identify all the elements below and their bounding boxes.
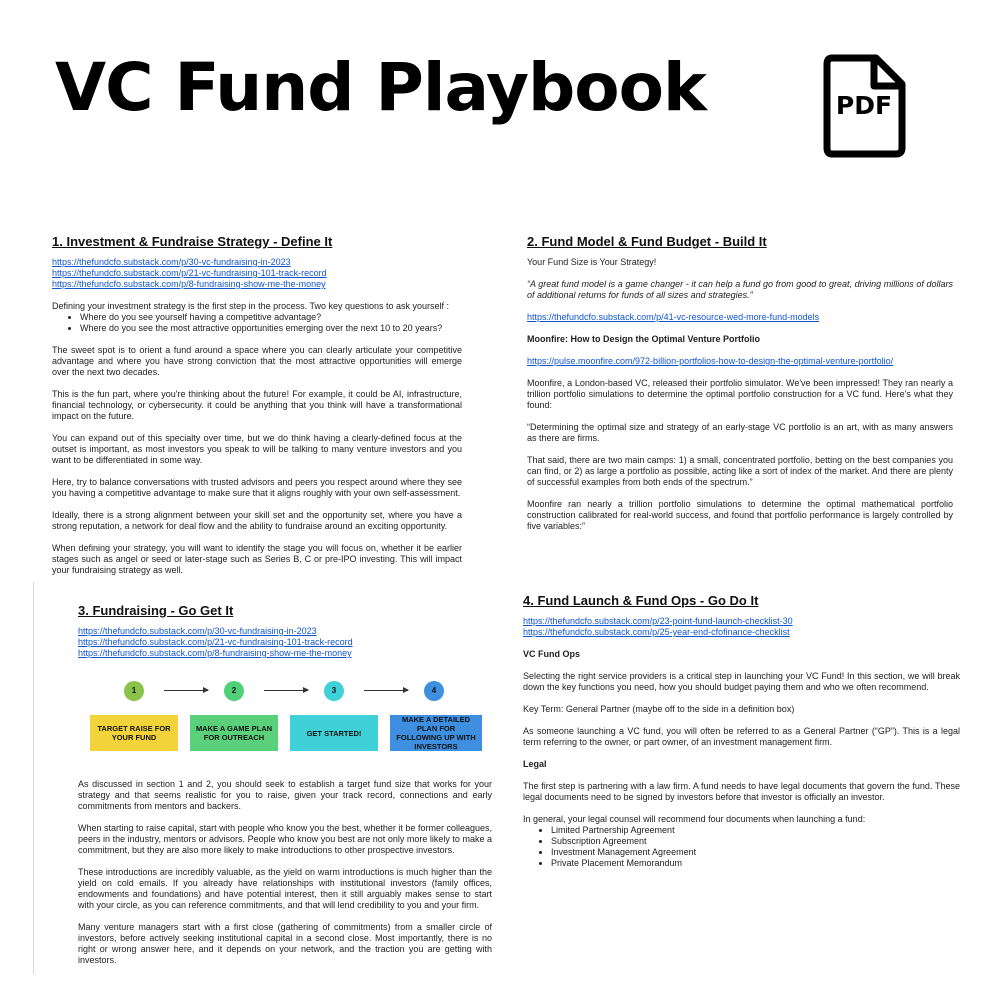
page-title: VC Fund Playbook bbox=[55, 49, 706, 126]
article-link[interactable]: https://thefundcfo.substack.com/p/21-vc-fundraising-101-track-record bbox=[52, 268, 327, 278]
document-list bbox=[523, 825, 960, 869]
section-fundraising bbox=[78, 603, 492, 978]
process-steps bbox=[78, 681, 492, 761]
article-link[interactable]: https://thefundcfo.substack.com/p/30-vc-fundraising-in-2023 bbox=[52, 257, 291, 267]
paragraph: As discussed in section 1 and 2, you should seek to establish a target fund size that works for your strategy and that seems realistic for you to raise, given your track record, connections and early commitments from mentors and backers. bbox=[78, 779, 492, 811]
paragraph: The first step is partnering with a law firm. A fund needs to have legal documents that govern the fund. These legal documents need to be signed by investors before that investor is officially an investor. bbox=[523, 781, 960, 802]
arrow-icon bbox=[364, 690, 408, 691]
paragraph: Selecting the right service providers is a critical step in launching your VC Fund! In this section, we will break down the key functions you need, how you should budget paying them and who we often recommend. bbox=[523, 671, 960, 692]
link-list bbox=[523, 616, 960, 638]
article-link[interactable]: https://thefundcfo.substack.com/p/41-vc-resource-wed-more-fund-models bbox=[527, 312, 820, 322]
step-number: 3 bbox=[324, 681, 344, 701]
link-list bbox=[78, 626, 492, 659]
section-heading: 2. Fund Model & Fund Budget - Build It bbox=[527, 234, 767, 249]
article-link[interactable]: https://thefundcfo.substack.com/p/30-vc-fundraising-in-2023 bbox=[78, 626, 317, 636]
tagline: Your Fund Size is Your Strategy! bbox=[527, 257, 657, 267]
article-link[interactable]: https://thefundcfo.substack.com/p/8-fundraising-show-me-the-money bbox=[52, 279, 326, 289]
paragraph: When defining your strategy, you will want to identify the stage you will focus on, whether it be earlier stages such as angel or seed or later-stage such as Series B, C or pre-IPO investing. This will impact your fundraising strategy as well. bbox=[52, 543, 462, 575]
step-number: 2 bbox=[224, 681, 244, 701]
section-heading: 4. Fund Launch & Fund Ops - Go Do It bbox=[523, 593, 759, 608]
section-fund-model bbox=[527, 234, 953, 564]
paragraph: That said, there are two main camps: 1) a small, concentrated portfolio, betting on the best companies you can find, or 2) as large a portfolio as possible, acting like a sort of index of the market. And there are plenty of successful examples from both ends of the spectrum.” bbox=[527, 455, 953, 487]
step-box: MAKE A GAME PLAN FOR OUTREACH bbox=[190, 715, 278, 751]
intro-text: Defining your investment strategy is the first step in the process. Two key questions to ask yourself : bbox=[52, 301, 450, 311]
article-link[interactable]: https://thefundcfo.substack.com/p/25-year-end-cfofinance-checklist bbox=[523, 627, 790, 637]
paragraph: Ideally, there is a strong alignment between your skill set and the opportunity set, where you have a strong reputation, a network for deal flow and the ability to fundraise around an exciting opportunity. bbox=[52, 510, 462, 531]
paragraph: The sweet spot is to orient a fund around a space where you can clearly articulate your competitive advantage and where you have strong conviction that the most attractive opportunities will emerge over the next two decades. bbox=[52, 345, 462, 377]
paragraph: “Determining the optimal size and strategy of an early-stage VC portfolio is an art, with as many answers as there are firms. bbox=[527, 422, 953, 443]
section-investment-strategy bbox=[52, 234, 462, 575]
subheading: Legal bbox=[523, 759, 547, 769]
list-item: • Where do you see the most attractive opportunities emerging over the next 10 to 20 years? bbox=[80, 323, 462, 334]
step-box: TARGET RAISE FOR YOUR FUND bbox=[90, 715, 178, 751]
section-heading: 1. Investment & Fundraise Strategy - Define It bbox=[52, 234, 333, 249]
pdf-icon-label: PDF bbox=[835, 91, 893, 120]
paragraph: These introductions are incredibly valuable, as the yield on warm introductions is much higher than the yield on cold emails. If you already have relationships with institutional investors (family offices, endowments and foundations) and have potential interest, then it still arguably makes sense to start with your circle, as you can reference commitments, and that will lend credibility to you and your firm. bbox=[78, 867, 492, 910]
body-text bbox=[78, 779, 492, 966]
step-box: MAKE A DETAILED PLAN FOR FOLLOWING UP WITH INVESTORS bbox=[390, 715, 482, 751]
list-item: • Limited Partnership Agreement bbox=[551, 825, 960, 836]
question-list bbox=[52, 312, 462, 334]
article-link[interactable]: https://thefundcfo.substack.com/p/23-point-fund-launch-checklist-30 bbox=[523, 616, 793, 626]
pdf-file-icon bbox=[824, 54, 906, 158]
list-item: • Private Placement Memorandum bbox=[551, 858, 960, 869]
subheading: Moonfire: How to Design the Optimal Venture Portfolio bbox=[527, 334, 761, 344]
link-list bbox=[52, 257, 462, 290]
paragraph: Here, try to balance conversations with trusted advisors and peers you respect around where they see you having a competitive advantage to make sure that it aligns roughly with your own self-assessment. bbox=[52, 477, 462, 498]
paragraph: You can expand out of this specialty over time, but we do think having a clearly-defined focus at the outset is important, as most investors you speak to will be talking to many venture investors and you want to be differentiated in some way. bbox=[52, 433, 462, 465]
divider bbox=[33, 582, 34, 974]
section-fund-launch bbox=[523, 593, 960, 893]
paragraph: As someone launching a VC fund, you will often be referred to as a General Partner (“GP”). This is a legal term referring to the owner, or part owner, of an investment management firm. bbox=[523, 726, 960, 747]
list-item: • Investment Management Agreement bbox=[551, 847, 960, 858]
section-heading: 3. Fundraising - Go Get It bbox=[78, 603, 234, 618]
arrow-icon bbox=[164, 690, 208, 691]
article-link[interactable]: https://pulse.moonfire.com/972-billion-portfolios-how-to-design-the-optimal-venture-portfolio/ bbox=[527, 356, 894, 366]
article-link[interactable]: https://thefundcfo.substack.com/p/8-fundraising-show-me-the-money bbox=[78, 648, 352, 658]
paragraph: This is the fun part, where you're thinking about the future! For example, it could be AI, infrastructure, financial technology, or cybersecurity. it could be anything that you think will have a transformational impact on the future. bbox=[52, 389, 462, 421]
paragraph: Moonfire, a London-based VC, released their portfolio simulator. We've been impressed! They ran nearly a trillion portfolio simulations to determine the optimal portfolio construction for a VC fund. Here's what they found: bbox=[527, 378, 953, 410]
paragraph: When starting to raise capital, start with people who know you the best, whether it be former colleagues, peers in the industry, mentors or advisors. People who know you best are not only more likely to make a commitment, but they are also more likely to make introductions to other prospective investors. bbox=[78, 823, 492, 855]
subheading: VC Fund Ops bbox=[523, 649, 580, 659]
arrow-icon bbox=[264, 690, 308, 691]
paragraph: Many venture managers start with a first close (gathering of commitments) from a smaller circle of investors, before actively seeking institutional capital in a second close. Most importantly, there is no right or wrong answer here, and it depends on your network, and the traction you are getting with investors. bbox=[78, 922, 492, 965]
quote: “A great fund model is a game changer - it can help a fund go from good to great, driving millions of dollars of additional returns for funds of all sizes and strategies.” bbox=[527, 279, 953, 300]
paragraph: In general, your legal counsel will recommend four documents when launching a fund: bbox=[523, 814, 866, 824]
step-number: 1 bbox=[124, 681, 144, 701]
paragraph: Moonfire ran nearly a trillion portfolio simulations to determine the optimal mathematical portfolio construction calibrated for real-world success, and found that portfolio performance is largely controlled by five variables:” bbox=[527, 499, 953, 531]
paragraph: Key Term: General Partner (maybe off to the side in a definition box) bbox=[523, 704, 795, 714]
article-link[interactable]: https://thefundcfo.substack.com/p/21-vc-fundraising-101-track-record bbox=[78, 637, 353, 647]
step-number: 4 bbox=[424, 681, 444, 701]
step-box: GET STARTED! bbox=[290, 715, 378, 751]
list-item: • Subscription Agreement bbox=[551, 836, 960, 847]
list-item: • Where do you see yourself having a competitive advantage? bbox=[80, 312, 462, 323]
